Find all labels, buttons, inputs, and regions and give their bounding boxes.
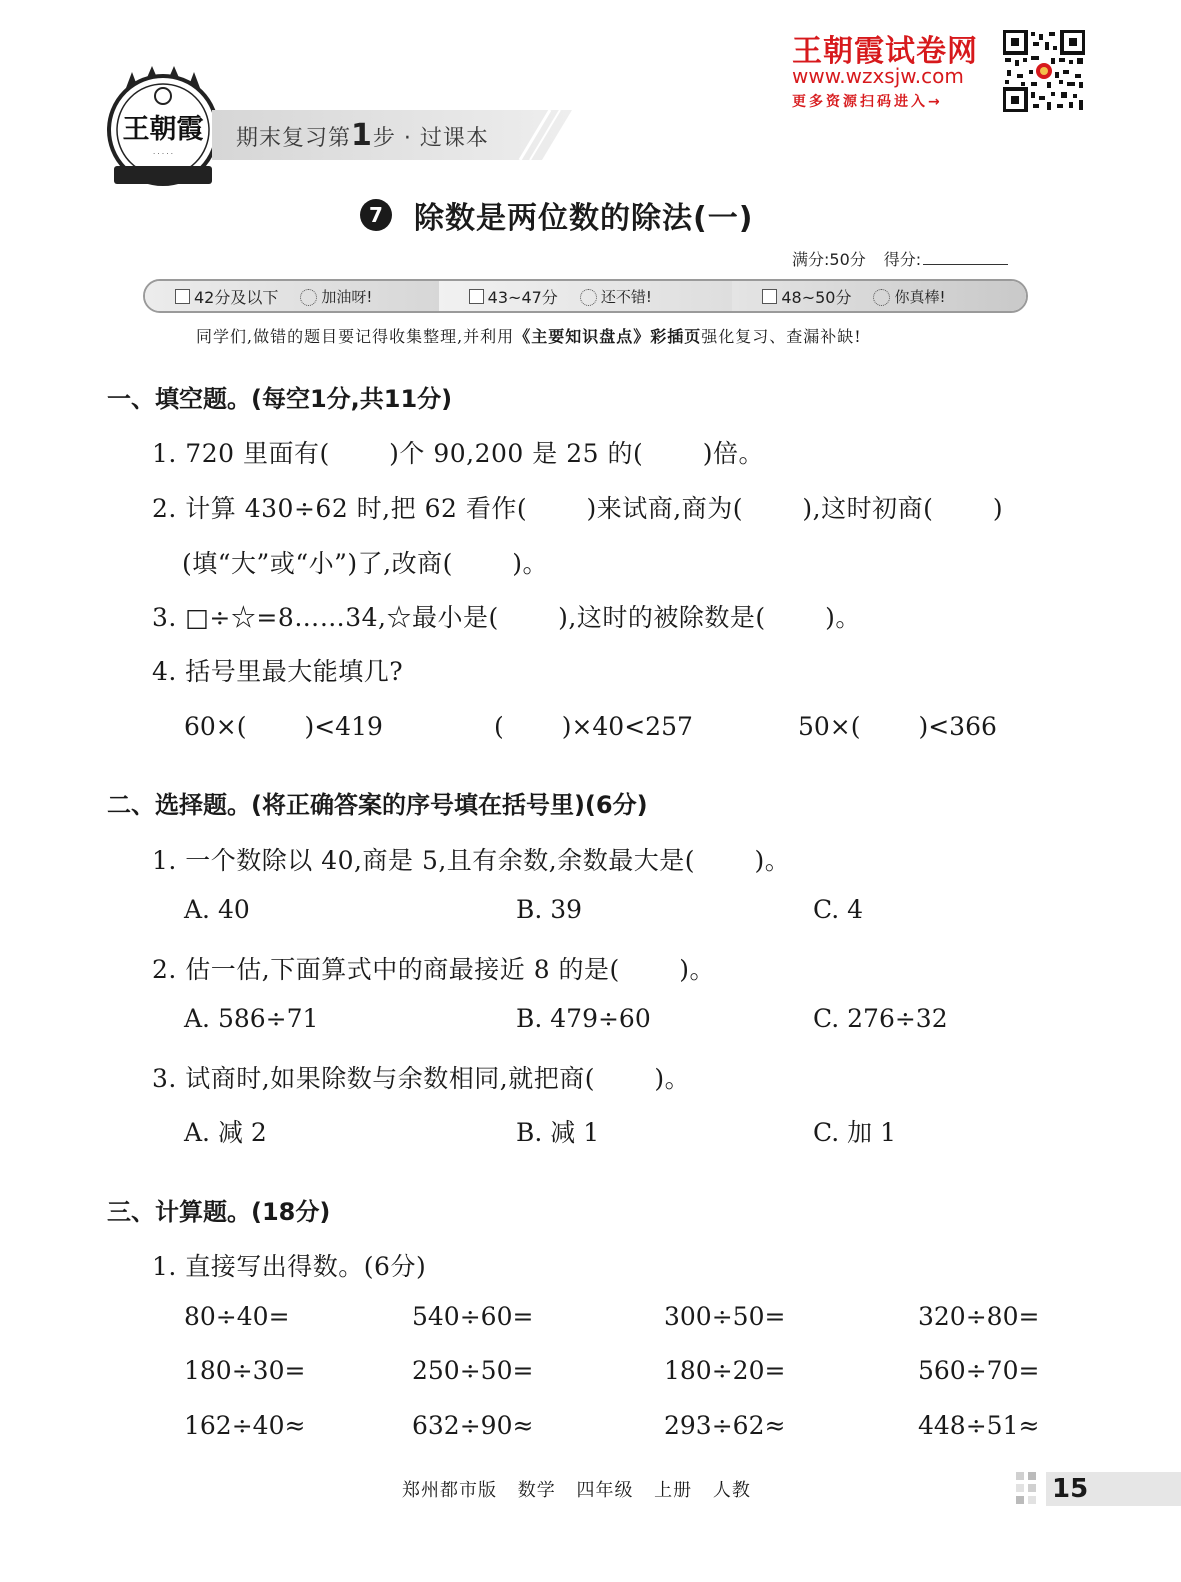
calc-item: 540÷60= [412,1302,534,1331]
question-1-4: 4. 括号里最大能填几? [152,657,404,686]
grade-comment: 还不错! [600,287,652,306]
question-2-2: 2. 估一估,下面算式中的商最接近 8 的是( )。 [152,955,716,984]
smiley-icon [873,289,890,306]
inequality-item: 50×( )<366 [798,712,997,741]
choice-option[interactable]: C. 加 1 [813,1118,896,1147]
calc-item: 448÷51≈ [918,1411,1040,1440]
edition-footer: 郑州都市版 数学 四年级 上册 人教 [402,1480,751,1501]
inequality-item: ( )×40<257 [494,712,693,741]
score-line [792,247,1008,270]
svg-text:王朝霞: 王朝霞 [122,114,204,145]
choice-option[interactable]: C. 276÷32 [813,1004,948,1033]
calc-item: 560÷70= [918,1356,1040,1385]
choice-option[interactable]: A. 减 2 [184,1118,267,1147]
lesson-number-badge: 7 [360,199,392,231]
grade-comment: 你真棒! [894,287,946,306]
section-heading-calculation: 三、计算题。(18分) [107,1198,331,1226]
choice-option[interactable]: A. 586÷71 [184,1004,319,1033]
score-blank[interactable] [923,247,1008,265]
choice-option[interactable]: B. 减 1 [516,1118,600,1147]
got-score-label: 得分: [883,250,922,269]
calc-item: 180÷30= [184,1356,306,1385]
choice-option[interactable]: C. 4 [813,895,864,924]
calc-item: 80÷40= [184,1302,290,1331]
calc-item: 320÷80= [918,1302,1040,1331]
grade-segment-low [145,281,439,311]
question-1-2: 2. 计算 430÷62 时,把 62 看作( )来试商,商为( ),这时初商( ) [152,494,1004,523]
brand-tip: 更多资源扫码进入→ [792,94,943,110]
grade-checkbox[interactable] [175,289,190,304]
study-tip: 同学们,做错的题目要记得收集整理,并利用《主要知识盘点》彩插页强化复习、查漏补缺! [196,327,862,346]
question-2-1: 1. 一个数除以 40,商是 5,且有余数,余数最大是( )。 [152,846,791,875]
svg-text:· · · · ·: · · · · · [152,150,174,158]
grade-bar [143,279,1028,313]
question-3-1: 1. 直接写出得数。(6分) [152,1252,427,1281]
question-1-3: 3. □÷☆=8……34,☆最小是( ),这时的被除数是( )。 [152,603,861,632]
lesson-title-text: 除数是两位数的除法(一) [414,201,754,236]
smiley-icon [580,289,597,306]
grade-checkbox[interactable] [762,289,777,304]
calc-item: 632÷90≈ [412,1411,534,1440]
question-2-3: 3. 试商时,如果除数与余数相同,就把商( )。 [152,1064,691,1093]
step-label: 期末复习第1步 · 过课本 [236,118,489,153]
calc-item: 250÷50= [412,1356,534,1385]
section-heading-fill-blank: 一、填空题。(每空1分,共11分) [107,385,453,413]
lesson-title [360,194,753,236]
question-1-2-continued: (填“大”或“小”)了,改商( )。 [182,549,549,578]
wangzhaoxia-logo [104,66,222,190]
calc-item: 300÷50= [664,1302,786,1331]
inequality-item: 60×( )<419 [184,712,383,741]
calc-item: 180÷20= [664,1356,786,1385]
grade-range: 48~50分 [781,287,852,307]
calc-item: 293÷62≈ [664,1411,786,1440]
section-heading-choice: 二、选择题。(将正确答案的序号填在括号里)(6分) [107,791,648,819]
grade-segment-high [732,281,1026,311]
page-number: 15 [1052,1474,1089,1504]
choice-option[interactable]: B. 39 [516,895,583,924]
grade-segment-mid [439,281,733,311]
calc-item: 162÷40≈ [184,1411,306,1440]
full-score-label: 满分:50分 [792,250,866,269]
grade-range: 43~47分 [487,287,558,307]
qr-code-icon[interactable] [1003,30,1085,112]
choice-option[interactable]: B. 479÷60 [516,1004,651,1033]
question-1-1: 1. 720 里面有( )个 90,200 是 25 的( )倍。 [152,439,764,468]
smiley-icon [300,289,317,306]
grade-checkbox[interactable] [469,289,484,304]
choice-option[interactable]: A. 40 [184,895,250,924]
brand-name: 王朝霞试卷网 [792,34,978,69]
grade-comment: 加油呀! [321,287,373,306]
grade-range: 42分及以下 [194,287,279,307]
brand-url[interactable]: www.wzxsjw.com [792,64,964,88]
